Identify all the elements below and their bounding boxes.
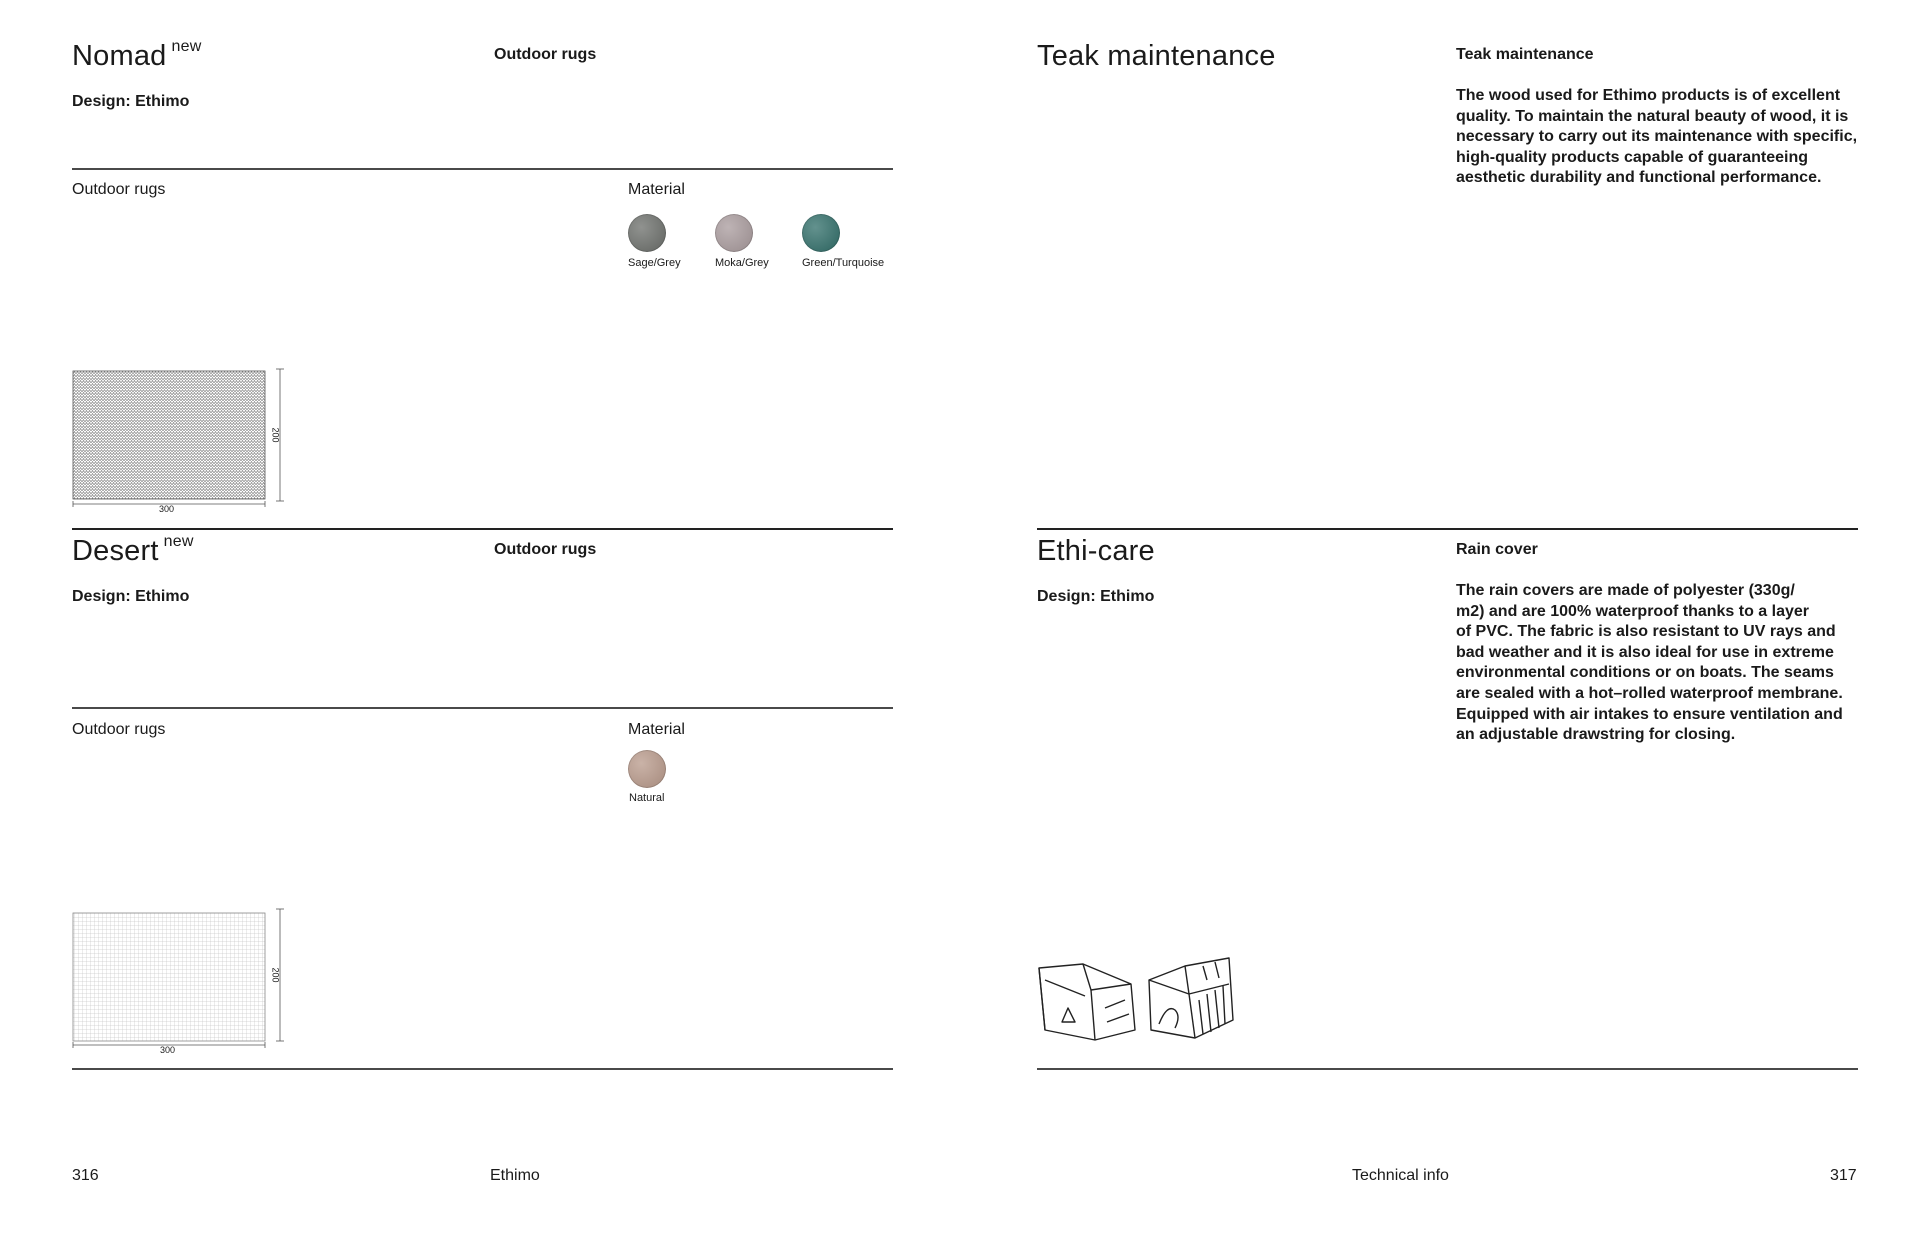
rain-cover-illustration xyxy=(1035,950,1240,1045)
divider xyxy=(1037,528,1858,530)
nomad-new-badge: new xyxy=(171,38,202,55)
swatch-moka-grey[interactable] xyxy=(715,214,753,252)
teak-title: Teak maintenance xyxy=(1037,40,1276,72)
footer-section: Technical info xyxy=(1352,1167,1449,1184)
desert-designer: Design: Ethimo xyxy=(72,588,190,605)
teak-heading: Teak maintenance xyxy=(1456,46,1594,63)
swatch-label: Sage/Grey xyxy=(628,257,681,269)
teak-body: The wood used for Ethimo products is of excellent quality. To maintain the natural beauty of wood, it is necessary to carry out its maintenance with specific, high-quality products capable of guaranteeing aesthetic durability and functional performance. xyxy=(1456,87,1858,187)
desert-width-dim: 300 xyxy=(160,1045,176,1055)
swatch-natural[interactable] xyxy=(628,750,666,788)
desert-height-dim: 200 xyxy=(270,967,281,983)
desert-category: Outdoor rugs xyxy=(494,541,597,558)
desert-title: Desert $^{new}$ xyxy=(72,533,194,567)
page-number-right: 317 xyxy=(1830,1167,1857,1184)
swatch-label: Moka/Grey xyxy=(715,257,769,269)
swatch-label: Natural xyxy=(629,792,665,804)
swatch-label: Green/Turquoise xyxy=(802,257,885,269)
ethicare-heading: Rain cover xyxy=(1456,541,1538,558)
desert-new-badge: new xyxy=(163,533,194,550)
divider xyxy=(72,168,893,170)
desert-material-label: Material xyxy=(628,721,685,738)
nomad-width-dim: 300 xyxy=(159,504,175,514)
nomad-title: Nomad $^{new}$ xyxy=(72,38,202,72)
nomad-rug-drawing xyxy=(70,365,290,517)
divider xyxy=(72,707,893,709)
desert-rug-drawing xyxy=(70,905,290,1057)
nomad-designer: Design: Ethimo xyxy=(72,93,190,110)
ethicare-title: Ethi-care xyxy=(1037,535,1155,567)
nomad-category: Outdoor rugs xyxy=(494,46,597,63)
footer-brand: Ethimo xyxy=(490,1167,540,1184)
divider xyxy=(1037,1068,1858,1070)
divider xyxy=(72,1068,893,1070)
nomad-height-dim: 200 xyxy=(270,427,281,443)
swatch-sage-grey[interactable] xyxy=(628,214,666,252)
swatch-green-turquoise[interactable] xyxy=(802,214,840,252)
page-number-left: 316 xyxy=(72,1167,99,1184)
ethicare-designer: Design: Ethimo xyxy=(1037,588,1155,605)
ethicare-body: The rain covers are made of polyester (330g/ m2) and are 100% waterproof thanks to a layer of PVC. The fabric is also resistant to UV rays and bad weather and it is also ideal for use in extreme environmental conditions or on boats. The seams are sealed with a hot–rolled waterproof membrane. Equipped with air intakes to ensure ventilation and an adjustable drawstring for closing. xyxy=(1456,582,1843,744)
divider xyxy=(72,528,893,530)
nomad-material-label: Material xyxy=(628,181,685,198)
nomad-section-label: Outdoor rugs xyxy=(72,181,166,198)
desert-section-label: Outdoor rugs xyxy=(72,721,166,738)
